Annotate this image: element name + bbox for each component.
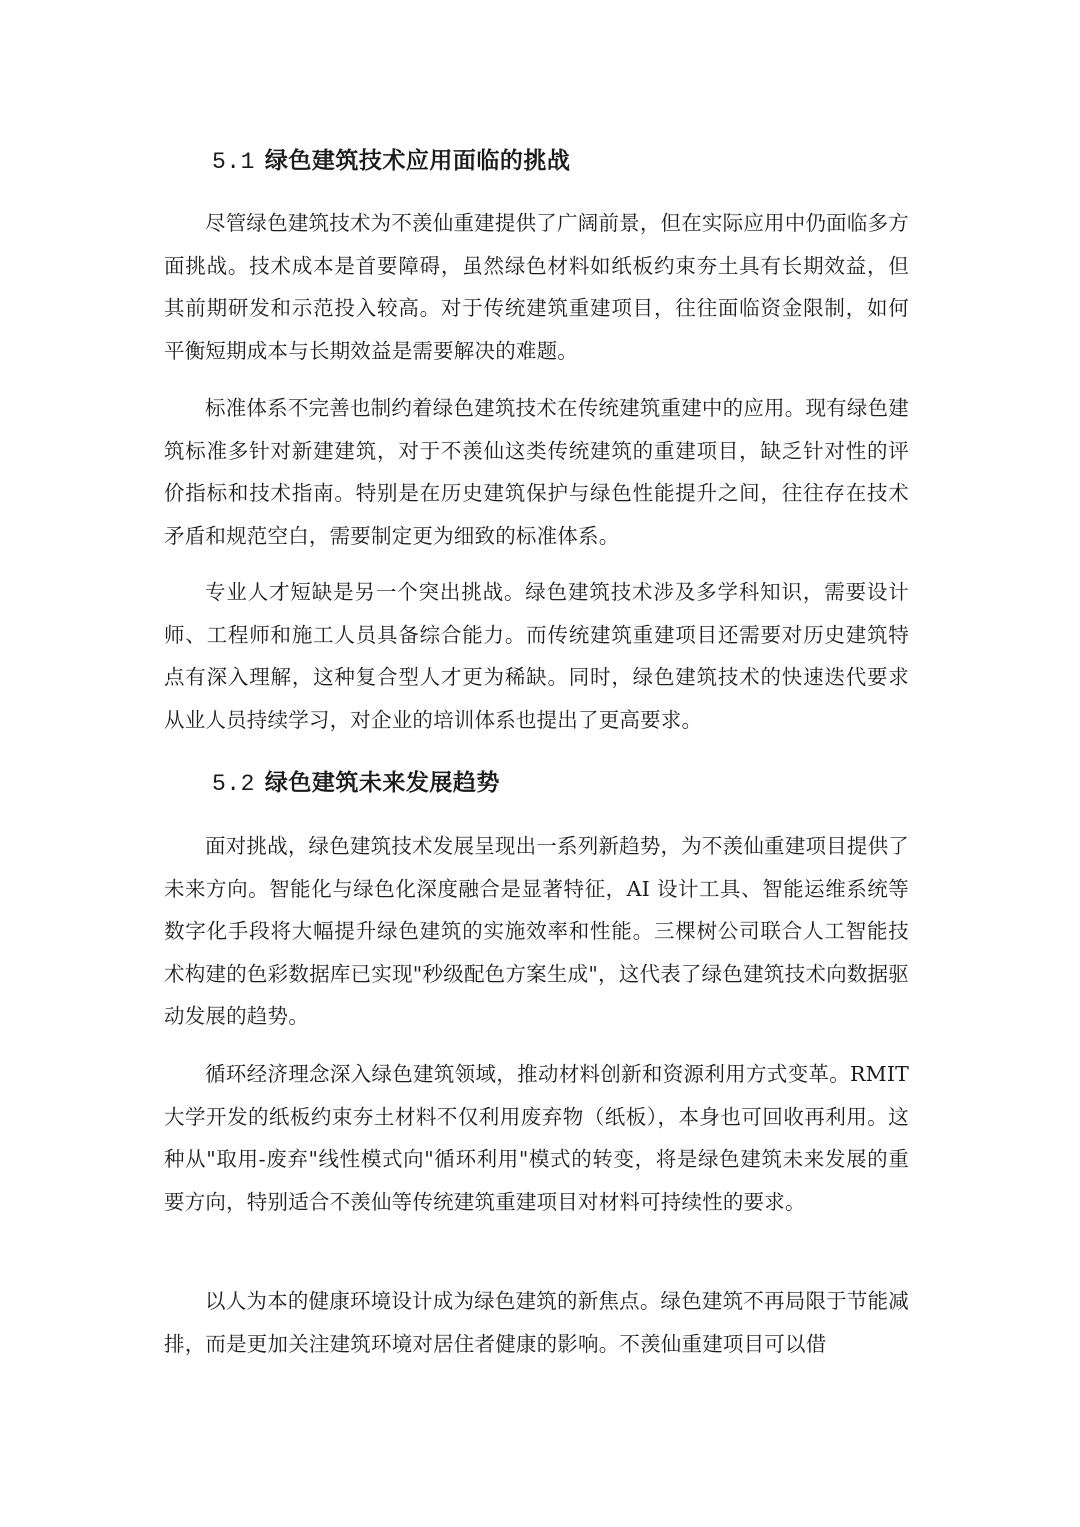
paragraph-challenge-standards: 标准体系不完善也制约着绿色建筑技术在传统建筑重建中的应用。现有绿色建筑标准多针对新建建筑，对于不羡仙这类传统建筑的重建项目，缺乏针对性的评价指标和技术指南。特别是在历史建筑保护与绿色性能提升之间，往往存在技术矛盾和规范空白，需要制定更为细致的标准体系。 xyxy=(164,396,909,548)
section-5-1-heading xyxy=(212,146,570,177)
paragraph-challenge-cost: 尽管绿色建筑技术为不羡仙重建提供了广阔前景，但在实际应用中仍面临多方面挑战。技术成本是首要障碍，虽然绿色材料如纸板约束夯土具有长期效益，但其前期研发和示范投入较高。对于传统建筑重建项目，往往面临资金限制，如何平衡短期成本与长期效益是需要解决的难题。 xyxy=(164,211,909,363)
section-5-2-heading xyxy=(212,768,500,799)
section-title: 绿色建筑未来发展趋势 xyxy=(264,770,500,796)
section-title: 绿色建筑技术应用面临的挑战 xyxy=(264,148,571,174)
paragraph-challenge-talent: 专业人才短缺是另一个突出挑战。绿色建筑技术涉及多学科知识，需要设计师、工程师和施工人员具备综合能力。而传统建筑重建项目还需要对历史建筑特点有深入理解，这种复合型人才更为稀缺。同时，绿色建筑技术的快速迭代要求从业人员持续学习，对企业的培训体系也提出了更高要求。 xyxy=(164,580,909,732)
section-number: 5.1 xyxy=(212,149,255,175)
section-number: 5.2 xyxy=(212,771,255,797)
paragraph-trend-health: 以人为本的健康环境设计成为绿色建筑的新焦点。绿色建筑不再局限于节能减排，而是更加关注建筑环境对居住者健康的影响。不羡仙重建项目可以借 xyxy=(164,1289,909,1356)
paragraph-trend-circular: 循环经济理念深入绿色建筑领域，推动材料创新和资源利用方式变革。RMIT 大学开发的纸板约束夯土材料不仅利用废弃物（纸板），本身也可回收再利用。这种从"取用-废弃"线性模式向"循环利用"模式的转变，将是绿色建筑未来发展的重要方向，特别适合不羡仙等传统建筑重建项目对材料可持续性的要求。 xyxy=(164,1062,909,1214)
paragraph-trend-intelligent: 面对挑战，绿色建筑技术发展呈现出一系列新趋势，为不羡仙重建项目提供了未来方向。智能化与绿色化深度融合是显著特征，AI 设计工具、智能运维系统等数字化手段将大幅提升绿色建筑的实施效率和性能。三棵树公司联合人工智能技术构建的色彩数据库已实现"秒级配色方案生成"，这代表了绿色建筑技术向数据驱动发展的趋势。 xyxy=(164,834,909,1028)
